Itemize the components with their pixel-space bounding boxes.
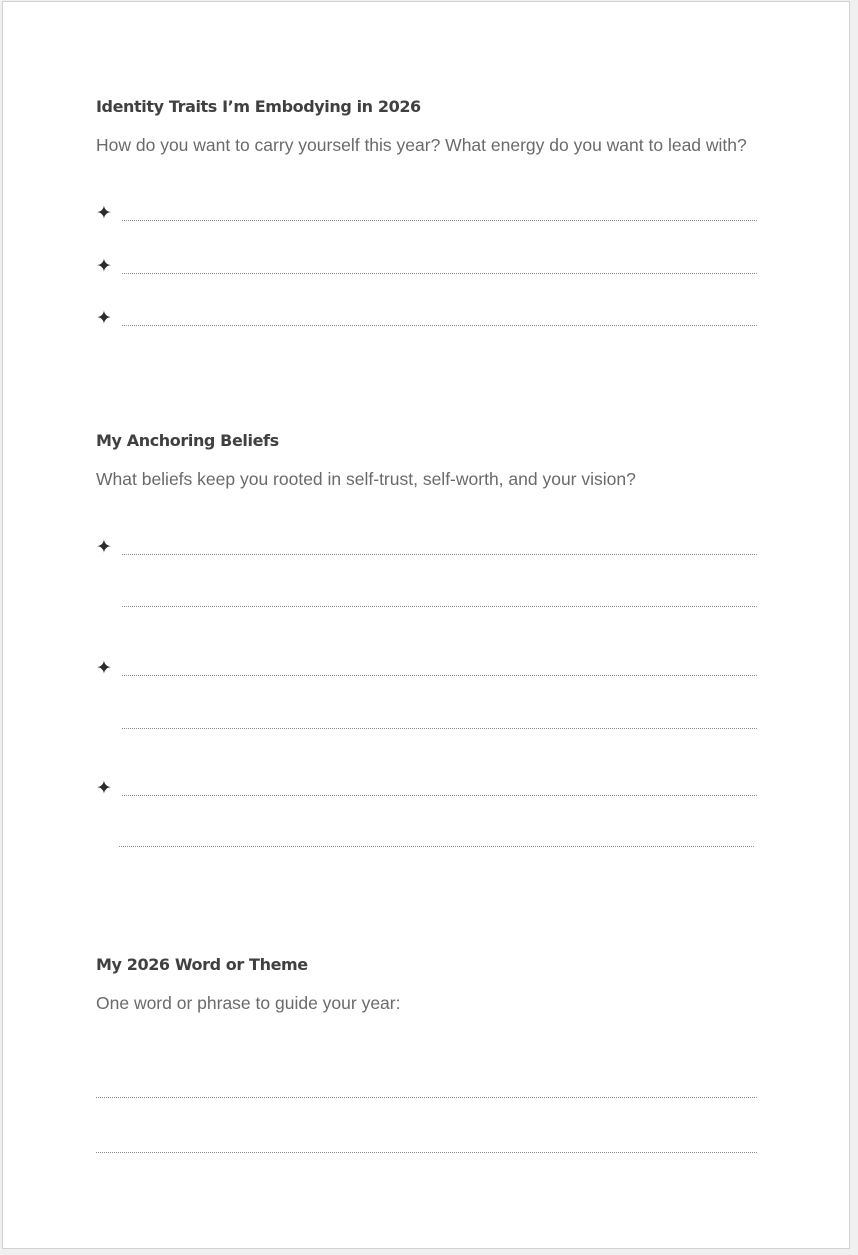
sparkle-icon: ✦ xyxy=(96,202,112,224)
section-prompt-word-theme: One word or phrase to guide your year: xyxy=(96,993,401,1013)
writing-line-theme-2[interactable] xyxy=(96,1152,757,1153)
writing-line-belief-2a[interactable] xyxy=(122,675,757,676)
sparkle-icon: ✦ xyxy=(96,536,112,558)
writing-line-theme-1[interactable] xyxy=(96,1097,757,1098)
section-prompt-identity-traits: How do you want to carry yourself this year? What energy do you want to lead with? xyxy=(96,135,747,155)
writing-line-belief-1a[interactable] xyxy=(122,554,757,555)
writing-line-trait-2[interactable] xyxy=(122,273,757,274)
section-heading-anchoring-beliefs: My Anchoring Beliefs xyxy=(96,431,279,450)
section-heading-word-theme: My 2026 Word or Theme xyxy=(96,955,308,974)
writing-line-belief-3b[interactable] xyxy=(119,846,754,847)
writing-line-trait-3[interactable] xyxy=(122,325,757,326)
writing-line-belief-3a[interactable] xyxy=(122,795,757,796)
sparkle-icon: ✦ xyxy=(96,255,112,277)
section-heading-identity-traits: Identity Traits I’m Embodying in 2026 xyxy=(96,97,421,116)
writing-line-trait-1[interactable] xyxy=(122,220,757,221)
writing-line-belief-1b[interactable] xyxy=(122,606,757,607)
sparkle-icon: ✦ xyxy=(96,657,112,679)
sparkle-icon: ✦ xyxy=(96,307,112,329)
worksheet-page xyxy=(2,1,850,1249)
section-prompt-anchoring-beliefs: What beliefs keep you rooted in self-trust, self-worth, and your vision? xyxy=(96,469,636,489)
sparkle-icon: ✦ xyxy=(96,777,112,799)
writing-line-belief-2b[interactable] xyxy=(122,728,757,729)
